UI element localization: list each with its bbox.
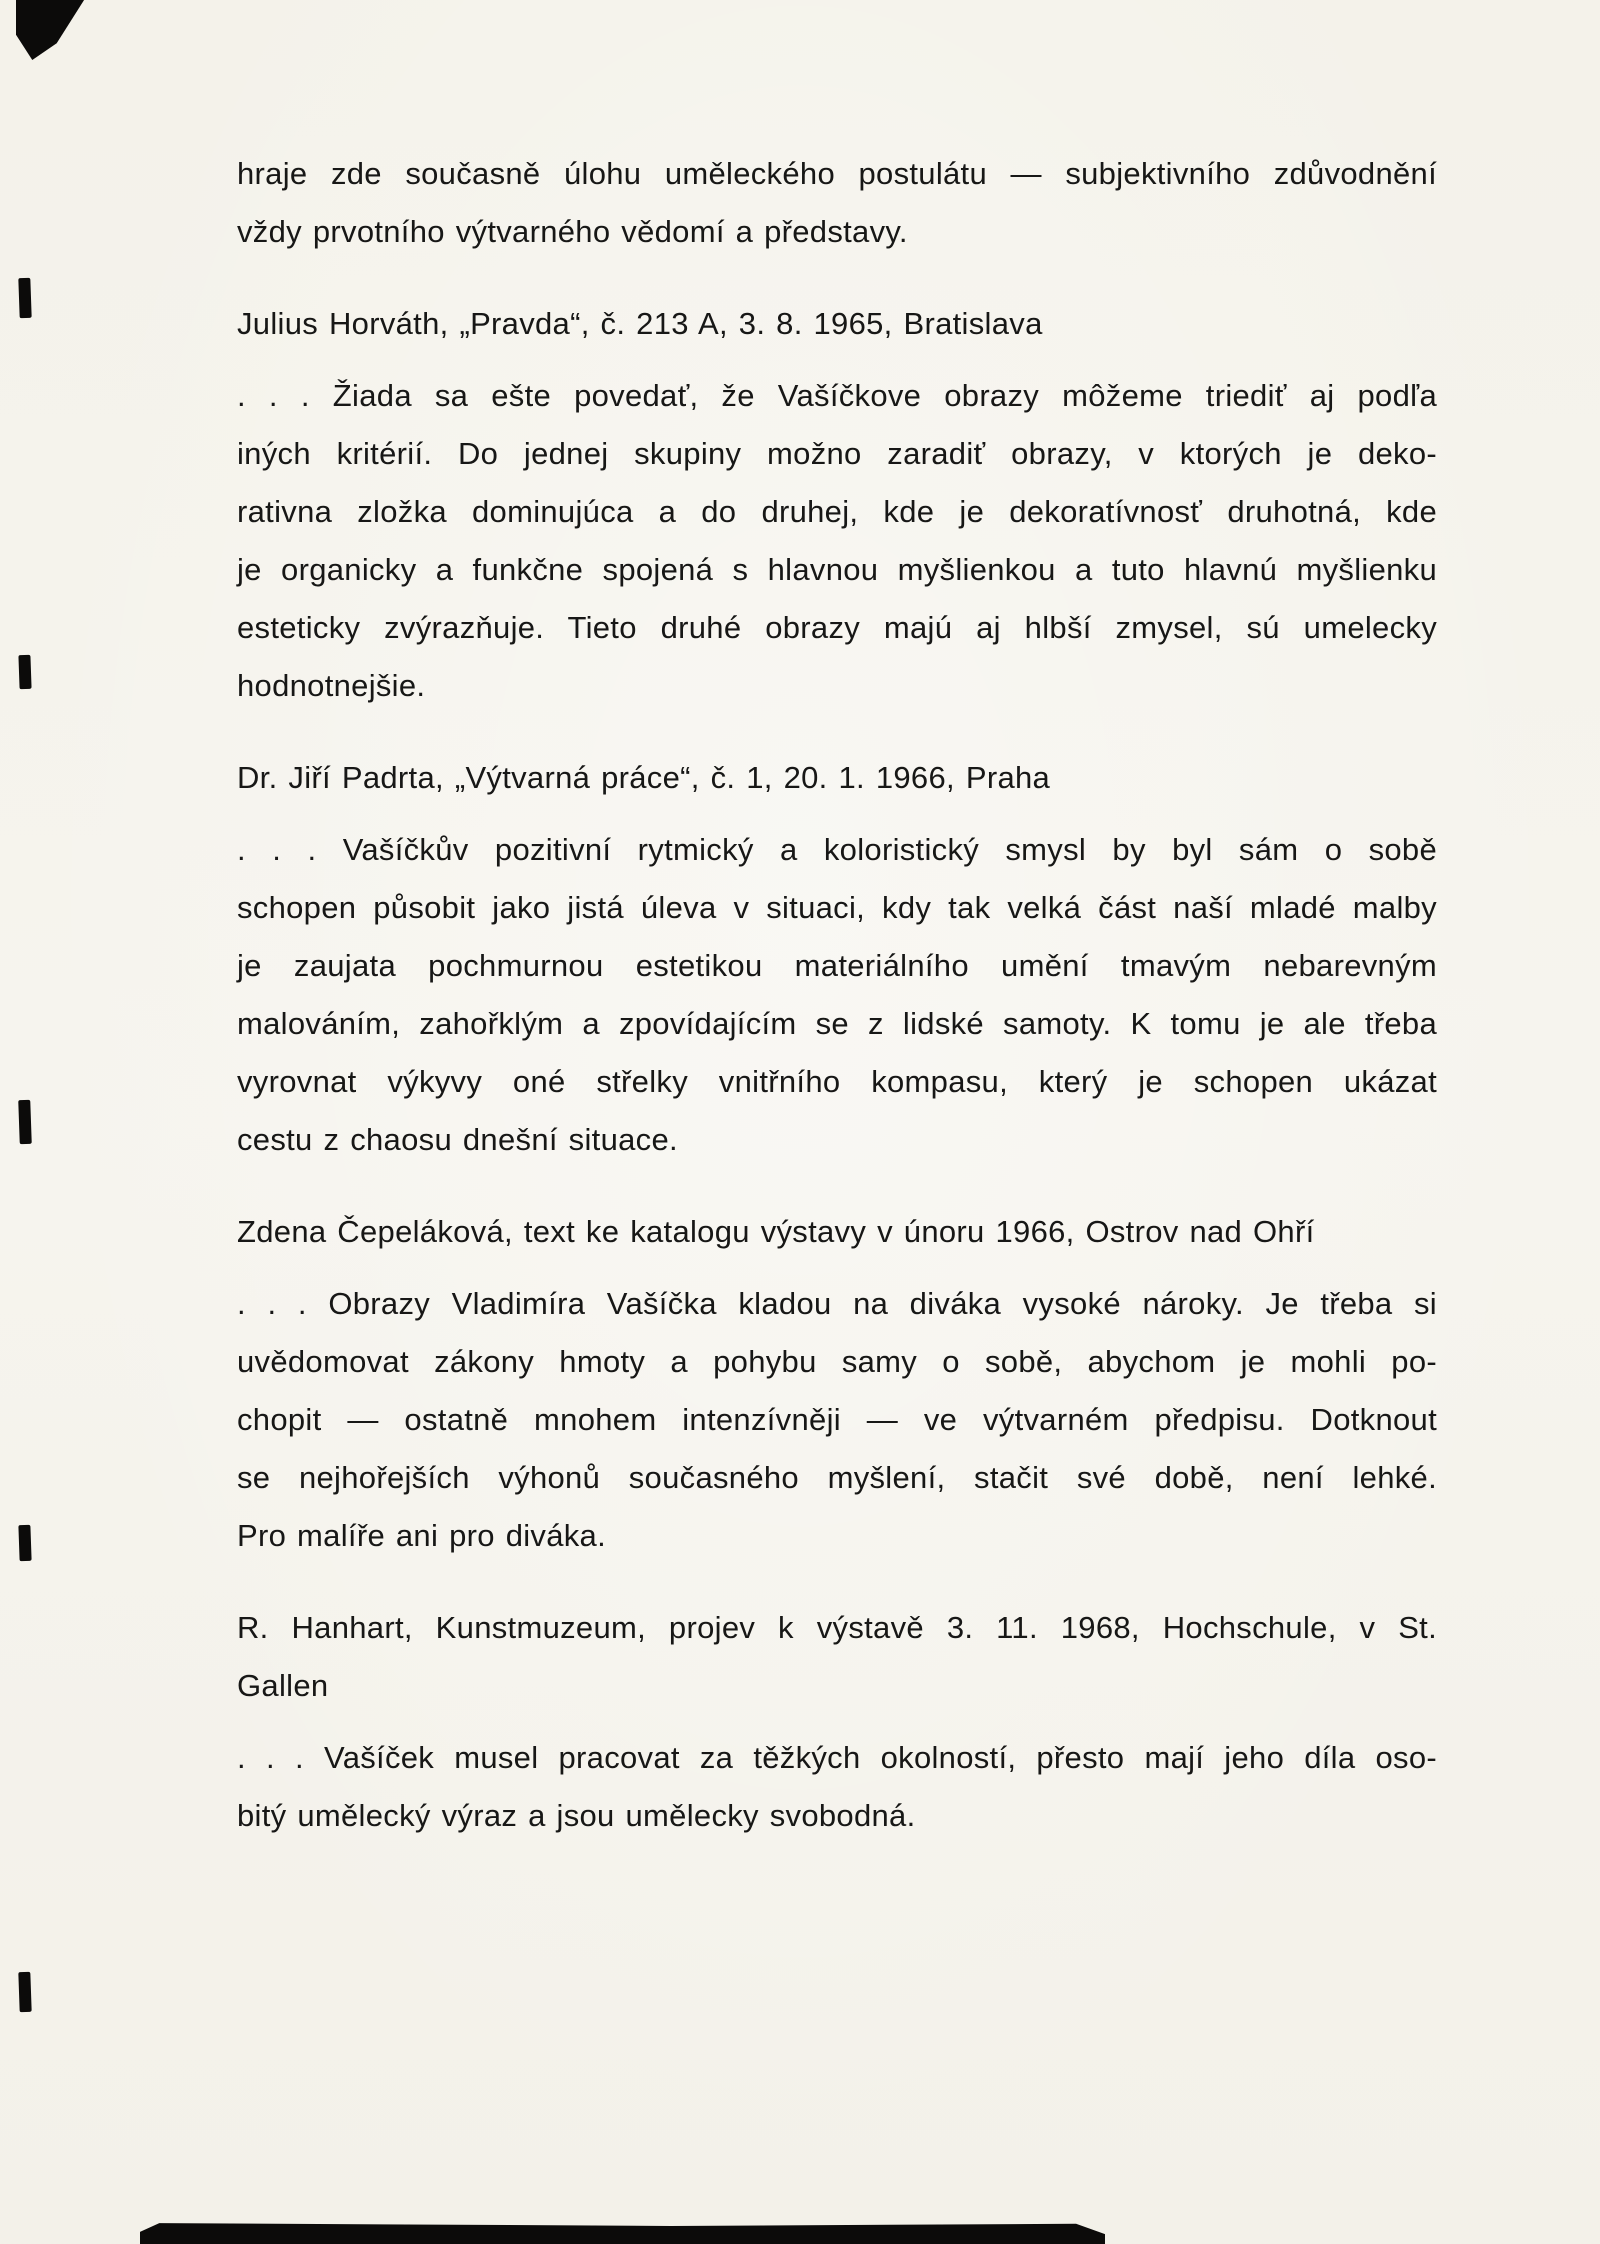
quote-line: vyrovnat výkyvy oné střelky vnitřního kompasu, který je schopen ukázat — [237, 1064, 1437, 1099]
quote-line: chopit — ostatně mnohem intenzívněji — ve výtvarném předpisu. Dotknout — [237, 1402, 1437, 1437]
quote-line: Pro malíře ani pro diváka. — [237, 1518, 607, 1553]
quote-line: hodnotnejšie. — [237, 668, 426, 703]
quote-paragraph — [237, 821, 1437, 1169]
quote-paragraph — [237, 1729, 1437, 1845]
attribution-line-padrta — [237, 749, 1437, 807]
scan-artifact-bottom-bar — [140, 2222, 1105, 2244]
quote-paragraph — [237, 1275, 1437, 1565]
quote-line: hraje zde současně úlohu uměleckého postulátu — subjektivního zdůvodnění — [237, 156, 1437, 191]
quote-paragraph — [237, 145, 1437, 261]
quote-line: vždy prvotního výtvarného vědomí a představy. — [237, 214, 908, 249]
scan-artifact-edge-mark — [18, 1525, 31, 1561]
quote-line: je zaujata pochmurnou estetikou materiálního umění tmavým nebarevným — [237, 948, 1437, 983]
quote-line: . . . Vašíčkův pozitivní rytmický a koloristický smysl by byl sám o sobě — [237, 832, 1437, 867]
attribution-line: R. Hanhart, Kunstmuzeum, projev k výstavě 3. 11. 1968, Hochschule, v St. — [237, 1610, 1437, 1645]
quote-line: se nejhořejších výhonů současného myšlení, stačit své době, není lehké. — [237, 1460, 1437, 1495]
scan-artifact-edge-mark — [18, 1100, 32, 1144]
quote-line: schopen působit jako jistá úleva v situaci, kdy tak velká část naší mladé malby — [237, 890, 1437, 925]
quote-line: bitý umělecký výraz a jsou umělecky svobodná. — [237, 1798, 916, 1833]
scan-artifact-corner — [16, 0, 90, 60]
attribution-line: Dr. Jiří Padrta, „Výtvarná práce“, č. 1, 20. 1. 1966, Praha — [237, 760, 1051, 795]
attribution-line: Gallen — [237, 1668, 329, 1703]
scan-artifact-edge-mark — [18, 278, 31, 318]
scan-artifact-edge-mark — [18, 1972, 31, 2012]
attribution-line: Julius Horváth, „Pravda“, č. 213 A, 3. 8. 1965, Bratislava — [237, 306, 1043, 341]
quote-line: rativna zložka dominujúca a do druhej, kde je dekoratívnosť druhotná, kde — [237, 494, 1437, 529]
quote-line: je organicky a funkčne spojená s hlavnou myšlienkou a tuto hlavnú myšlienku — [237, 552, 1437, 587]
attribution-line-cepelakova — [237, 1203, 1437, 1261]
quote-line: iných kritérií. Do jednej skupiny možno zaradiť obrazy, v ktorých je deko- — [237, 436, 1437, 471]
attribution-line: Zdena Čepeláková, text ke katalogu výstavy v únoru 1966, Ostrov nad Ohří — [237, 1214, 1315, 1249]
quote-line: esteticky zvýrazňuje. Tieto druhé obrazy majú aj hlbší zmysel, sú umelecky — [237, 610, 1437, 645]
scan-artifact-edge-mark — [18, 655, 31, 689]
attribution-line-horvath — [237, 295, 1437, 353]
page-text-column — [237, 145, 1437, 1845]
quote-line: malováním, zahořklým a zpovídajícím se z lidské samoty. K tomu je ale třeba — [237, 1006, 1437, 1041]
quote-line: . . . Vašíček musel pracovat za těžkých okolností, přesto mají jeho díla oso- — [237, 1740, 1437, 1775]
quote-line: cestu z chaosu dnešní situace. — [237, 1122, 678, 1157]
quote-line: . . . Obrazy Vladimíra Vašíčka kladou na diváka vysoké nároky. Je třeba si — [237, 1286, 1437, 1321]
quote-line: uvědomovat zákony hmoty a pohybu samy o sobě, abychom je mohli po- — [237, 1344, 1437, 1379]
quote-paragraph — [237, 367, 1437, 715]
quote-line: . . . Žiada sa ešte povedať, že Vašíčkove obrazy môžeme triediť aj podľa — [237, 378, 1437, 413]
attribution-line-hanhart — [237, 1599, 1437, 1715]
